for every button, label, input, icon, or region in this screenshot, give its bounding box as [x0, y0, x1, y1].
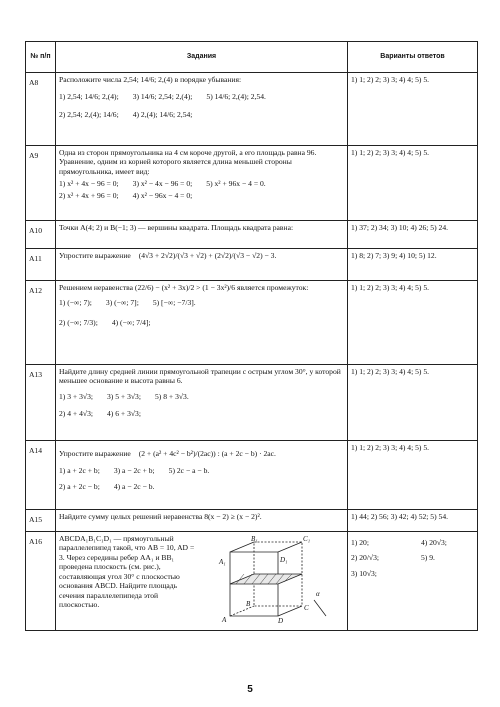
options — [59, 318, 344, 327]
answer-variants: 1) 1; 2) 2; 3) 3; 4) 4; 5) 5. — [348, 146, 478, 221]
answer-variants — [348, 532, 478, 631]
task-id: A14 — [26, 441, 56, 510]
section-plane — [230, 574, 302, 584]
answer-variants: 1) 37; 2) 34; 3) 10; 4) 26; 5) 24. — [348, 221, 478, 249]
table-row — [26, 365, 478, 441]
task-id: A16 — [26, 532, 56, 631]
option: 4) 2,(4); 14/6; 2,54; — [132, 109, 193, 119]
options — [59, 466, 344, 475]
answer-variants: 1) 1; 2) 2; 3) 3; 4) 4; 5) 5. — [348, 281, 478, 365]
table-row — [26, 281, 478, 365]
task-id: A15 — [26, 510, 56, 532]
table-row — [26, 441, 478, 510]
option: 1) 3 + 3√3; — [59, 391, 93, 401]
answer-option: 4) 20√3; — [421, 538, 447, 547]
header-num: № п/п — [26, 42, 56, 73]
answer-option: 5) 9. — [421, 553, 435, 563]
question-line — [59, 443, 344, 458]
answer-variants: 1) 1; 2) 2; 3) 3; 4) 4; 5) 5. — [348, 441, 478, 510]
option: 2) (−∞; 7/3); — [59, 317, 98, 327]
question: Упростите выражение — [59, 251, 131, 260]
option: 5) 2c − a − b. — [168, 466, 210, 476]
label-b1: B₁ — [251, 535, 258, 543]
tasks-table — [25, 41, 478, 631]
task-id: A11 — [26, 249, 56, 281]
answer-option: 2) 20/√3; — [351, 553, 380, 563]
table-header — [26, 42, 478, 73]
answer-option: 1) 20; — [351, 538, 369, 547]
question: ABCDA₁B₁C₁D₁ — прямоугольный параллелепипед такой, что AB = 10, AD = 3. Через середины ребер AA₁ и BB₁ проведена плоскость (см. рис.), составляющая угол 30° с плоскостью основания ABCD. Найдите площадь сечения параллелепипеда этой плоскостью. — [59, 534, 195, 610]
option: 1) 2,54; 14/6; 2,(4); — [59, 92, 119, 102]
table-row — [26, 221, 478, 249]
option: 2) x² + 4x + 96 = 0; — [59, 190, 119, 200]
option: 2) 4 + 4√3; — [59, 409, 93, 419]
table-row — [26, 510, 478, 532]
options — [59, 409, 344, 418]
option: 3) 5 + 3√3; — [106, 391, 141, 401]
option: 3) (−∞; 7]; — [105, 298, 139, 308]
option: 5) x² + 96x − 4 = 0. — [206, 179, 266, 189]
task-body — [56, 146, 348, 221]
option: 3) 14/6; 2,54; 2,(4); — [132, 92, 193, 102]
options — [59, 298, 344, 307]
task-id: A9 — [26, 146, 56, 221]
question: Точки A(4; 2) и B(−1; 3) — вершины квадрата. Площадь квадрата равна: — [59, 223, 294, 232]
parallelepiped-figure — [208, 534, 344, 624]
answer-variants: 1) 1; 2) 2; 3) 3; 4) 4; 5) 5. — [348, 73, 478, 146]
option: 5) [−∞; −7/3]. — [152, 298, 196, 308]
answer-variants: 1) 1; 2) 2; 3) 3; 4) 4; 5) 5. — [348, 365, 478, 441]
task-body — [56, 510, 348, 532]
option: 5) 14/6; 2,(4); 2,54. — [206, 92, 266, 102]
task-id: A13 — [26, 365, 56, 441]
task-id: A10 — [26, 221, 56, 249]
option: 3) x² − 4x − 96 = 0; — [132, 179, 193, 189]
task-body — [56, 281, 348, 365]
options — [59, 191, 344, 200]
options — [59, 392, 344, 401]
label-a: A — [222, 616, 227, 624]
table-row — [26, 249, 478, 281]
option: 1) a + 2c + b; — [59, 466, 100, 476]
option: 2) a + 2c − b; — [59, 481, 100, 491]
label-c: C — [304, 604, 309, 612]
options — [59, 179, 344, 188]
expression: (4√3 + 2√2)/(√3 + √2) + (2√2)/(√3 − √2) − 3. — [138, 251, 277, 260]
table-row — [26, 532, 478, 631]
label-b: B — [246, 600, 251, 608]
question: Решением неравенства (22/6) − (x² + 3x)/2 > (1 − 3x²)/6 является промежуток: — [59, 283, 309, 292]
option: 4) (−∞; 7/4]; — [111, 317, 151, 327]
label-a1: A₁ — [219, 558, 226, 566]
option: 1) x² + 4x − 96 = 0; — [59, 179, 119, 189]
option: 4) x² − 96x − 4 = 0; — [132, 190, 193, 200]
option: 4) a − 2c − b. — [113, 481, 155, 491]
task-body — [56, 249, 348, 281]
answer-option: 3) 10√3; — [351, 568, 377, 578]
task-body — [56, 73, 348, 146]
task-id: A8 — [26, 73, 56, 146]
option: 4) 6 + 3√3; — [106, 409, 141, 419]
label-alpha: α — [316, 590, 320, 598]
table-row — [26, 73, 478, 146]
label-d1: D₁ — [280, 556, 288, 564]
question: Одна из сторон прямоугольника на 4 см короче другой, а его площадь равна 96. Уравнение, одним из корней которого является длина меньшей стороны прямоугольника, имеет вид: — [59, 148, 317, 176]
header-task: Задания — [56, 42, 348, 73]
question: Найдите длину средней линии прямоугольной трапеции с острым углом 30°, у которой меньшее основание и высота равны 6. — [59, 367, 341, 386]
question: Упростите выражение — [59, 449, 131, 458]
answer-variants: 1) 44; 2) 56; 3) 42; 4) 52; 5) 54. — [348, 510, 478, 532]
task-body — [56, 221, 348, 249]
answer-variants: 1) 8; 2) 7; 3) 9; 4) 10; 5) 12. — [348, 249, 478, 281]
option: 5) 8 + 3√3. — [154, 391, 189, 401]
answer-grid — [351, 534, 474, 578]
task-body — [56, 532, 348, 631]
header-answers: Варианты ответов — [348, 42, 478, 73]
options — [59, 92, 344, 101]
task-body — [56, 365, 348, 441]
question: Найдите сумму целых решений неравенства 8(x − 2) ≥ (x − 2)². — [59, 512, 262, 521]
table-row — [26, 146, 478, 221]
options — [59, 482, 344, 491]
option: 2) 2,54; 2,(4); 14/6; — [59, 109, 119, 119]
task-body — [56, 441, 348, 510]
option: 3) a − 2c + b; — [113, 466, 155, 476]
task-id: A12 — [26, 281, 56, 365]
label-d: D — [278, 617, 284, 624]
option: 1) (−∞; 7); — [59, 298, 92, 308]
page-number: 5 — [247, 684, 253, 695]
expression: (2 + (a² + 4c² − b²)/(2ac)) : (a + 2c − b) · 2ac. — [138, 449, 276, 458]
question: Расположите числа 2,54; 14/6; 2,(4) в порядке убывания: — [59, 75, 242, 84]
options — [59, 110, 344, 119]
label-c1: C₁ — [303, 535, 311, 543]
